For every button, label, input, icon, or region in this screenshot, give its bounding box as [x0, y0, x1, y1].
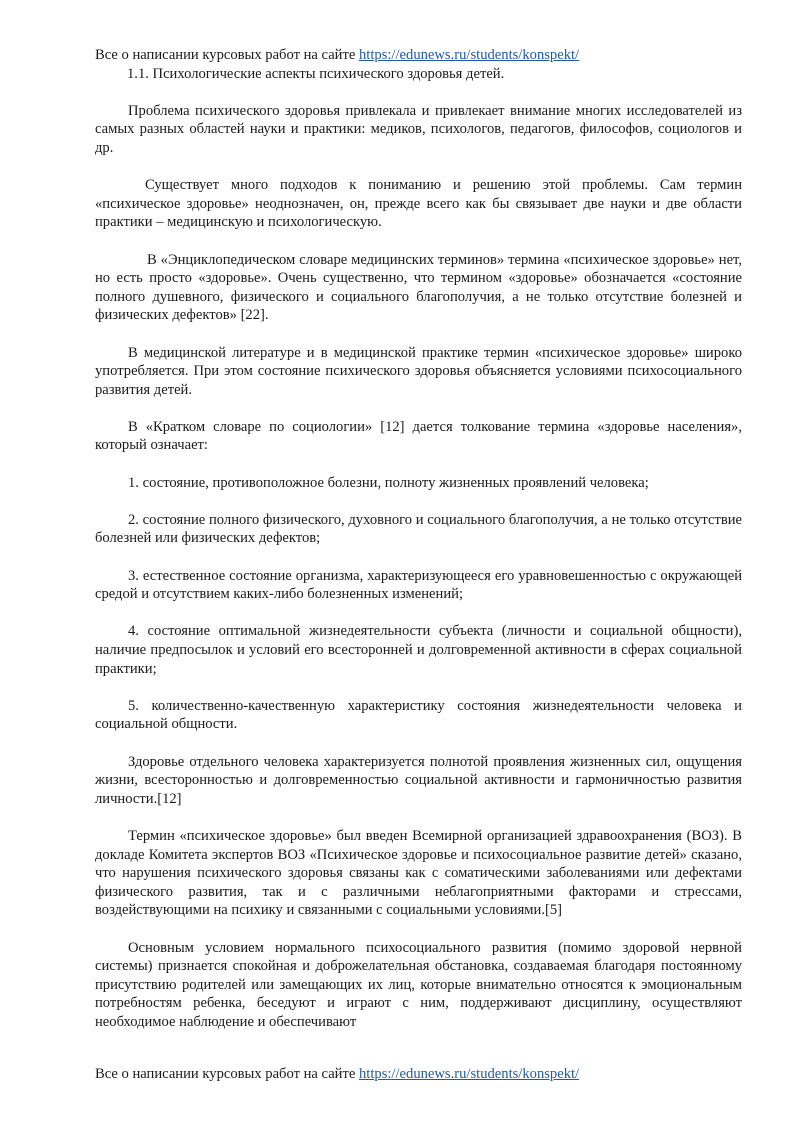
- list-item: 3. естественное состояние организма, характеризующееся его уравновешенностью с окружающей средой и отсутствием каких-либо болезненных изменений;: [95, 567, 742, 603]
- list-item: 2. состояние полного физического, духовного и социального благополучия, а не только отсутствие болезней или физических дефектов;: [95, 511, 742, 547]
- section-title: 1.1. Психологические аспекты психического здоровья детей.: [127, 65, 505, 82]
- footer-link[interactable]: https://edunews.ru/students/konspekt/: [359, 1066, 580, 1082]
- page-header: [95, 46, 742, 65]
- paragraph: Существует много подходов к пониманию и решению этой проблемы. Сам термин «психическое здоровье» неоднозначен, он, прежде всего как бы связывает две науки и две области практики – медицинскую и психологическую.: [95, 177, 742, 231]
- list-item: 1. состояние, противоположное болезни, полноту жизненных проявлений человека;: [128, 474, 649, 491]
- page-footer: [95, 1065, 579, 1084]
- paragraph: В «Энциклопедическом словаре медицинских терминов» термина «психическое здоровье» нет, но есть просто «здоровье». Очень существенно, что термином «здоровье» обозначается «состояние полного душевного, физического и социального благополучия, а не только отсутствие болезней и физических дефектов» [22].: [95, 251, 742, 324]
- list-item: 4. состояние оптимальной жизнедеятельности субъекта (личности и социальной общности), наличие предпосылок и условий его всесторонней и долговременной активности в сферах социальной практики;: [95, 623, 742, 677]
- paragraph: В медицинской литературе и в медицинской практике термин «психическое здоровье» широко употребляется. При этом состояние психического здоровья объясняется условиями психосоциального развития детей.: [95, 344, 742, 398]
- paragraph: Здоровье отдельного человека характеризуется полнотой проявления жизненных сил, ощущения жизни, всесторонностью и долговременностью социальной активности и гармоничностью развития личности.[12]: [95, 753, 742, 807]
- header-link[interactable]: https://edunews.ru/students/konspekt/: [359, 47, 580, 63]
- paragraph: В «Кратком словаре по социологии» [12] дается толкование термина «здоровье населения», который означает:: [95, 418, 742, 454]
- paragraph: Основным условием нормального психосоциального развития (помимо здоровой нервной системы) признается спокойная и доброжелательная обстановка, создаваемая благодаря постоянному присутствию родителей или замещающих их лиц, которые внимательно относятся к эмоциональным потребностям ребенка, беседуют и играют с ним, поддерживают дисциплину, осуществляют необходимое наблюдение и обеспечивают: [95, 939, 742, 1030]
- footer-text: Все о написании курсовых работ на сайте: [95, 1066, 359, 1082]
- document-page: [95, 46, 742, 1031]
- paragraph: Термин «психическое здоровье» был введен Всемирной организацией здравоохранения (ВОЗ). В докладе Комитета экспертов ВОЗ «Психическое здоровье и психосоциальное развитие детей» сказано, что нарушения психического здоровья связаны как с соматическими заболеваниями или дефектами физического развития, так и с различными неблагоприятными факторами и стрессами, воздействующими на психику и связанными с социальными условиями.[5]: [95, 827, 742, 919]
- list-item: 5. количественно-качественную характеристику состояния жизнедеятельности человека и социальной общности.: [95, 697, 742, 733]
- paragraph: Проблема психического здоровья привлекала и привлекает внимание многих исследователей из самых разных областей науки и практики: медиков, психологов, педагогов, философов, социологов и др.: [95, 102, 742, 156]
- header-text: Все о написании курсовых работ на сайте: [95, 47, 359, 63]
